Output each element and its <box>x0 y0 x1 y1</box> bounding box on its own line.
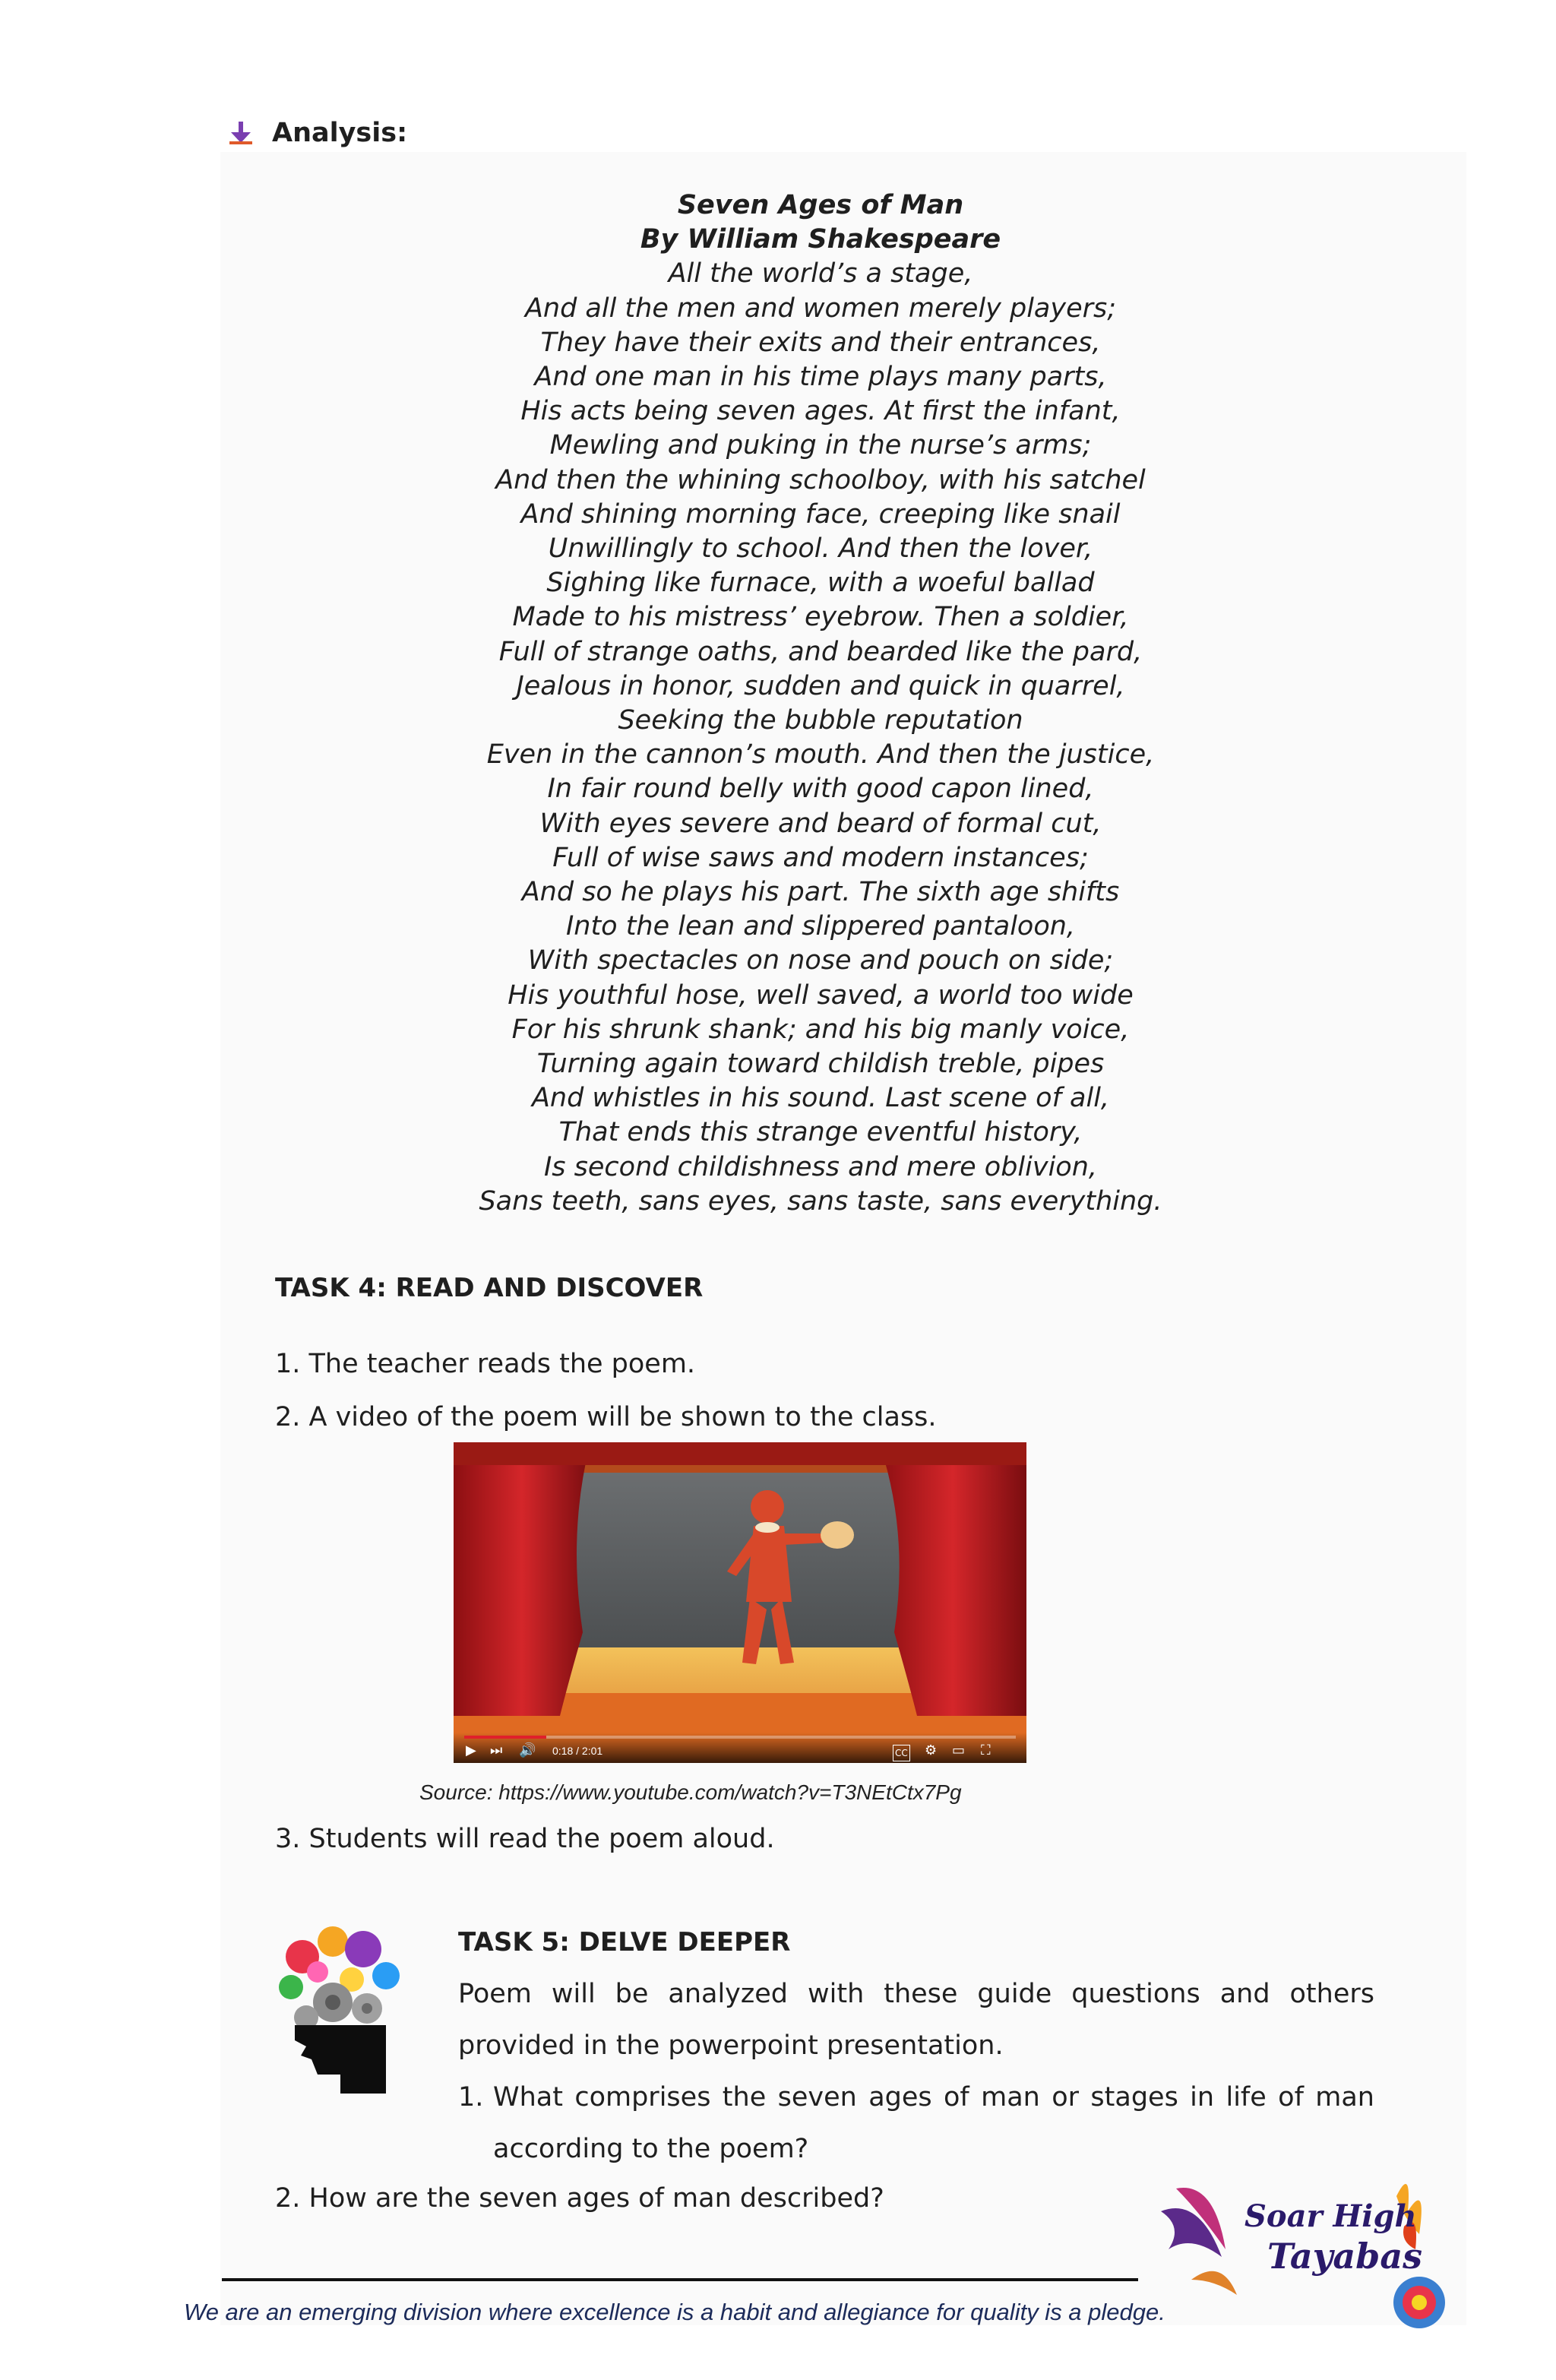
settings-gear-icon[interactable]: ⚙ <box>925 1742 938 1758</box>
poem-author: By William Shakespeare <box>640 224 1001 255</box>
task4-step-3: 3. Students will read the poem aloud. <box>275 1824 775 1854</box>
poem-line: Is second childishness and mere oblivion, <box>543 1151 1098 1182</box>
logo-text-tayabas: Tayabas <box>1267 2236 1423 2277</box>
poem-line: With spectacles on nose and pouch on side; <box>527 945 1114 976</box>
poem-line: Sighing like furnace, with a woeful ballad <box>546 568 1095 599</box>
poem-title: Seven Ages of Man <box>677 190 964 220</box>
poem-line: And whistles in his sound. Last scene of all, <box>531 1083 1110 1114</box>
footer-motto-text: We are an emerging division where excellence is a habit and allegiance for quality is a pledge. <box>184 2299 1165 2325</box>
arrow-bullet-icon <box>228 120 254 146</box>
poem-line: And one man in his time plays many parts, <box>534 362 1107 393</box>
poem-line: Mewling and puking in the nurse’s arms; <box>549 430 1092 461</box>
question-1-number: 1. <box>458 2082 484 2113</box>
poem-line: Even in the cannon’s mouth. And then the justice, <box>486 739 1155 771</box>
poem-lines <box>380 257 1261 1219</box>
video-source-caption: Source: https://www.youtube.com/watch?v=T3NEtCtx7Pg <box>419 1780 962 1804</box>
task5-intro: Poem will be analyzed with these guide questions and others provided in the powerpoint presentation. <box>458 1979 1374 2061</box>
poem-line: Into the lean and slippered pantaloon, <box>565 911 1076 942</box>
poem-line: Seeking the bubble reputation <box>618 705 1023 736</box>
poem-line: In fair round belly with good capon lined, <box>547 774 1094 805</box>
footer-motto <box>0 2299 1556 2326</box>
analysis-heading <box>228 114 407 152</box>
theater-mode-icon[interactable]: ▭ <box>952 1742 966 1758</box>
video-player[interactable] <box>454 1442 1026 1763</box>
task4-heading: TASK 4: READ AND DISCOVER <box>275 1273 704 1303</box>
video-time: 0:18 / 2:01 <box>552 1745 603 1757</box>
video-frame-image <box>454 1442 1026 1763</box>
poem-line: All the world’s a stage, <box>668 258 973 290</box>
poem-line: His acts being seven ages. At first the infant, <box>520 396 1121 427</box>
poem-line: Full of wise saws and modern instances; <box>552 842 1089 873</box>
poem-line: Turning again toward childish treble, pipes <box>536 1049 1105 1080</box>
play-icon[interactable]: ▶ <box>466 1742 476 1758</box>
task5-content <box>458 1968 1374 2175</box>
poem <box>380 188 1261 1219</box>
poem-line: And so he plays his part. The sixth age shifts <box>521 877 1120 908</box>
poem-line: With eyes severe and beard of formal cut, <box>539 808 1102 839</box>
volume-icon[interactable]: 🔊 <box>519 1742 536 1758</box>
question-1 <box>458 2071 1374 2175</box>
poem-line: And then the whining schoolboy, with his satchel <box>495 464 1146 495</box>
poem-line: And shining morning face, creeping like snail <box>520 498 1121 530</box>
video-controls <box>454 1733 1026 1763</box>
poem-line: That ends this strange eventful history, <box>558 1117 1083 1148</box>
video-progress-fill <box>464 1736 546 1739</box>
logo-text-soar-high: Soar High <box>1244 2198 1417 2234</box>
poem-line: Unwillingly to school. And then the lover, <box>548 533 1093 565</box>
task4-step-2: 2. A video of the poem will be shown to the class. <box>275 1402 937 1432</box>
poem-line: Sans teeth, sans eyes, sans taste, sans everything. <box>479 1185 1162 1217</box>
head-gears-illustration <box>272 1919 409 2104</box>
poem-line: Full of strange oaths, and bearded like the pard, <box>498 636 1143 667</box>
analysis-heading-text: Analysis: <box>272 118 408 148</box>
poem-line: And all the men and women merely players; <box>524 293 1117 324</box>
poem-line: For his shrunk shank; and his big manly voice, <box>511 1014 1130 1045</box>
captions-icon[interactable]: CC <box>893 1745 910 1761</box>
poem-line: Made to his mistress’ eyebrow. Then a soldier, <box>512 602 1129 633</box>
next-icon[interactable]: ⏭ <box>490 1742 503 1758</box>
video-progress-bar[interactable] <box>464 1736 1016 1739</box>
fullscreen-icon[interactable]: ⛶ <box>981 1742 991 1758</box>
task5-heading: TASK 5: DELVE DEEPER <box>458 1927 791 1957</box>
footer-divider <box>222 2278 1138 2281</box>
task4-step-1: 1. The teacher reads the poem. <box>275 1349 696 1379</box>
question-2: 2. How are the seven ages of man described? <box>275 2183 884 2214</box>
question-1-text: What comprises the seven ages of man or stages in life of man according to the poem? <box>493 2082 1374 2164</box>
poem-line: They have their exits and their entrances, <box>540 327 1101 358</box>
poem-line: His youthful hose, well saved, a world too wide <box>508 980 1134 1011</box>
poem-line: Jealous in honor, sudden and quick in quarrel, <box>516 670 1125 701</box>
